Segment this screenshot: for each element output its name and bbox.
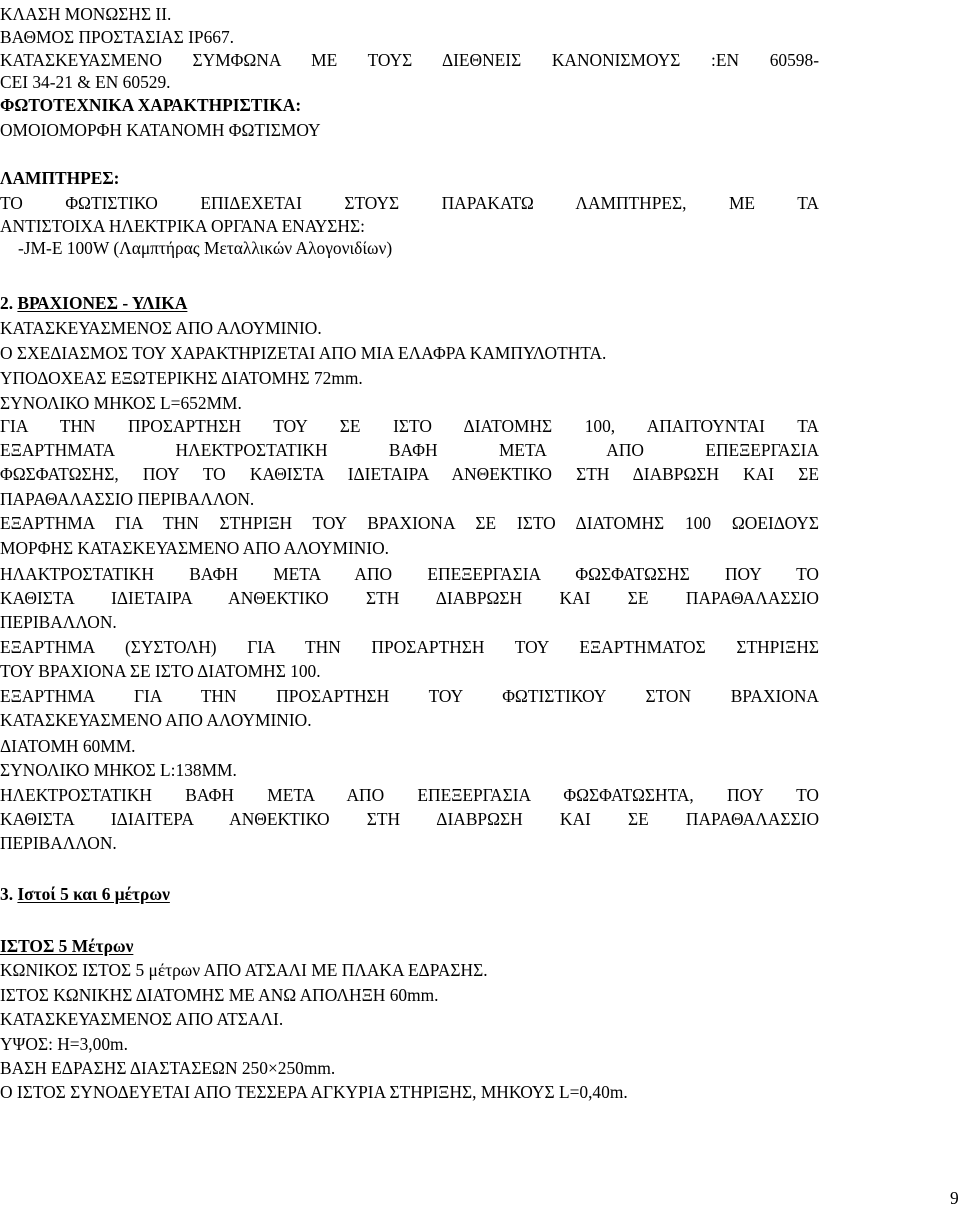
text-line: ΑΝΤΙΣΤΟΙΧΑ ΗΛΕΚΤΡΙΚΑ ΟΡΓΑΝΑ ΕΝΑΥΣΗΣ: <box>0 216 365 236</box>
section-heading: ΦΩΤΟΤΕΧΝΙΚΑ ΧΑΡΑΚΤΗΡΙΣΤΙΚΑ: <box>0 95 302 115</box>
text-line: Ο ΙΣΤΟΣ ΣΥΝΟΔΕΥΕΤΑΙ ΑΠΟ ΤΕΣΣΕΡΑ ΑΓΚΥΡΙΑ ΣΤΗΡΙΞΗΣ, ΜΗΚΟΥΣ L=0,40m. <box>0 1082 628 1102</box>
text-line: ΣΥΝΟΛΙΚΟ ΜΗΚΟΣ L:138ΜΜ. <box>0 760 237 780</box>
text-line: ΒΑΣΗ ΕΔΡΑΣΗΣ ΔΙΑΣΤΑΣΕΩΝ 250×250mm. <box>0 1058 336 1078</box>
text-line: ΚΑΤΑΣΚΕΥΑΣΜΕΝΟ ΣΥΜΦΩΝΑ ΜΕ ΤΟΥΣ ΔΙΕΘΝΕΙΣ ΚΑΝΟΝΙΣΜΟΥΣ :ΕΝ 60598- <box>0 50 819 70</box>
text-line: ΕΞΑΡΤΗΜΑ (ΣΥΣΤΟΛΗ) ΓΙΑ ΤΗΝ ΠΡΟΣΑΡΤΗΣΗ ΤΟΥ ΕΞΑΡΤΗΜΑΤΟΣ ΣΤΗΡΙΞΗΣ <box>0 637 819 657</box>
text-line: CEI 34-21 & ΕΝ 60529. <box>0 72 171 92</box>
text-line: ΚΛΑΣΗ ΜΟΝΩΣΗΣ ΙΙ. <box>0 4 172 24</box>
section-heading: ΛΑΜΠΤΗΡΕΣ: <box>0 168 120 188</box>
heading-number: 2. <box>0 293 18 313</box>
heading-title: ΒΡΑΧΙΟΝΕΣ - ΥΛΙΚΑ <box>17 293 188 313</box>
section-heading <box>0 886 170 903</box>
text-line: Ο ΣΧΕΔΙΑΣΜΟΣ ΤΟΥ ΧΑΡΑΚΤΗΡΙΖΕΤΑΙ ΑΠΟ ΜΙΑ ΕΛΑΦΡΑ ΚΑΜΠΥΛΟΤΗΤΑ. <box>0 343 607 363</box>
text-line: ΦΩΣΦΑΤΩΣΗΣ, ΠΟΥ ΤΟ ΚΑΘΙΣΤΑ ΙΔΙΕΤΑΙΡΑ ΑΝΘΕΚΤΙΚΟ ΣΤΗ ΔΙΑΒΡΩΣΗ ΚΑΙ ΣΕ <box>0 464 819 484</box>
heading-number: 3. <box>0 884 18 904</box>
text-line: ΚΑΘΙΣΤΑ ΙΔΙΑΙΤΕΡΑ ΑΝΘΕΚΤΙΚΟ ΣΤΗ ΔΙΑΒΡΩΣΗ ΚΑΙ ΣΕ ΠΑΡΑΘΑΛΑΣΣΙΟ <box>0 809 819 829</box>
text-line: ΥΨΟΣ: Η=3,00m. <box>0 1034 128 1054</box>
text-line: ΚΑΤΑΣΚΕΥΑΣΜΕΝΟ ΑΠΟ ΑΛΟΥΜΙΝΙΟ. <box>0 710 312 730</box>
text-line: ΒΑΘΜΟΣ ΠΡΟΣΤΑΣΙΑΣ IP667. <box>0 27 235 47</box>
text-line: ΤΟΥ ΒΡΑΧΙΟΝΑ ΣΕ ΙΣΤΟ ΔΙΑΤΟΜΗΣ 100. <box>0 661 321 681</box>
subsection-heading: ΙΣΤΟΣ 5 Μέτρων <box>0 936 134 956</box>
heading-title: Ιστοί 5 και 6 μέτρων <box>17 884 170 904</box>
text-line: ΚΩΝΙΚΟΣ ΙΣΤΟΣ 5 μέτρων ΑΠΟ ΑΤΣΑΛΙ ΜΕ ΠΛΑΚΑ ΕΔΡΑΣΗΣ. <box>0 960 488 980</box>
text-line: ΤΟ ΦΩΤΙΣΤΙΚΟ ΕΠΙΔΕΧΕΤΑΙ ΣΤΟΥΣ ΠΑΡΑΚΑΤΩ ΛΑΜΠΤΗΡΕΣ, ΜΕ ΤΑ <box>0 193 819 213</box>
text-line: ΣΥΝΟΛΙΚΟ ΜΗΚΟΣ L=652ΜΜ. <box>0 393 242 413</box>
text-line: ΗΛΑΚΤΡΟΣΤΑΤΙΚΗ ΒΑΦΗ ΜΕΤΑ ΑΠΟ ΕΠΕΞΕΡΓΑΣΙΑ ΦΩΣΦΑΤΩΣΗΣ ΠΟΥ ΤΟ <box>0 564 819 584</box>
text-line: ΕΞΑΡΤΗΜΑ ΓΙΑ ΤΗΝ ΣΤΗΡΙΞΗ ΤΟΥ ΒΡΑΧΙΟΝΑ ΣΕ ΙΣΤΟ ΔΙΑΤΟΜΗΣ 100 ΩΟΕΙΔΟΥΣ <box>0 513 819 533</box>
text-line: ΠΕΡΙΒΑΛΛΟΝ. <box>0 612 117 632</box>
text-line: ΚΑΤΑΣΚΕΥΑΣΜΕΝΟΣ ΑΠΟ ΑΛΟΥΜΙΝΙΟ. <box>0 318 322 338</box>
text-line: ΜΟΡΦΗΣ ΚΑΤΑΣΚΕΥΑΣΜΕΝΟ ΑΠΟ ΑΛΟΥΜΙΝΙΟ. <box>0 538 389 558</box>
text-line: ΟΜΟΙΟΜΟΡΦΗ ΚΑΤΑΝΟΜΗ ΦΩΤΙΣΜΟΥ <box>0 120 321 140</box>
text-line: ΠΕΡΙΒΑΛΛΟΝ. <box>0 833 117 853</box>
text-line: ΠΑΡΑΘΑΛΑΣΣΙΟ ΠΕΡΙΒΑΛΛΟΝ. <box>0 489 255 509</box>
text-line: ΗΛΕΚΤΡΟΣΤΑΤΙΚΗ ΒΑΦΗ ΜΕΤΑ ΑΠΟ ΕΠΕΞΕΡΓΑΣΙΑ ΦΩΣΦΑΤΩΣΗΤΑ, ΠΟΥ ΤΟ <box>0 785 819 805</box>
text-line: ΥΠΟΔΟΧΕΑΣ ΕΞΩΤΕΡΙΚΗΣ ΔΙΑΤΟΜΗΣ 72mm. <box>0 368 363 388</box>
text-line: ΔΙΑΤΟΜΗ 60ΜΜ. <box>0 736 136 756</box>
text-line: ΕΞΑΡΤΗΜΑΤΑ ΗΛΕΚΤΡΟΣΤΑΤΙΚΗ ΒΑΦΗ ΜΕΤΑ ΑΠΟ ΕΠΕΞΕΡΓΑΣΙΑ <box>0 440 819 460</box>
text-line: -JM-E 100W (Λαμπτήρας Μεταλλικών Αλογονιδίων) <box>18 238 393 258</box>
text-line: ΚΑΤΑΣΚΕΥΑΣΜΕΝΟΣ ΑΠΟ ΑΤΣΑΛΙ. <box>0 1009 284 1029</box>
section-heading <box>0 295 187 312</box>
text-line: ΚΑΘΙΣΤΑ ΙΔΙΕΤΑΙΡΑ ΑΝΘΕΚΤΙΚΟ ΣΤΗ ΔΙΑΒΡΩΣΗ ΚΑΙ ΣΕ ΠΑΡΑΘΑΛΑΣΣΙΟ <box>0 588 819 608</box>
text-line: ΕΞΑΡΤΗΜΑ ΓΙΑ ΤΗΝ ΠΡΟΣΑΡΤΗΣΗ ΤΟΥ ΦΩΤΙΣΤΙΚΟΥ ΣΤΟΝ ΒΡΑΧΙΟΝΑ <box>0 686 819 706</box>
text-line: ΙΣΤΟΣ ΚΩΝΙΚΗΣ ΔΙΑΤΟΜΗΣ ΜΕ ΑΝΩ ΑΠΟΛΗΞΗ 60mm. <box>0 985 439 1005</box>
page-number: 9 <box>950 1188 959 1208</box>
text-line: ΓΙΑ ΤΗΝ ΠΡΟΣΑΡΤΗΣΗ ΤΟΥ ΣΕ ΙΣΤΟ ΔΙΑΤΟΜΗΣ 100, ΑΠΑΙΤΟΥΝΤΑΙ ΤΑ <box>0 416 819 436</box>
